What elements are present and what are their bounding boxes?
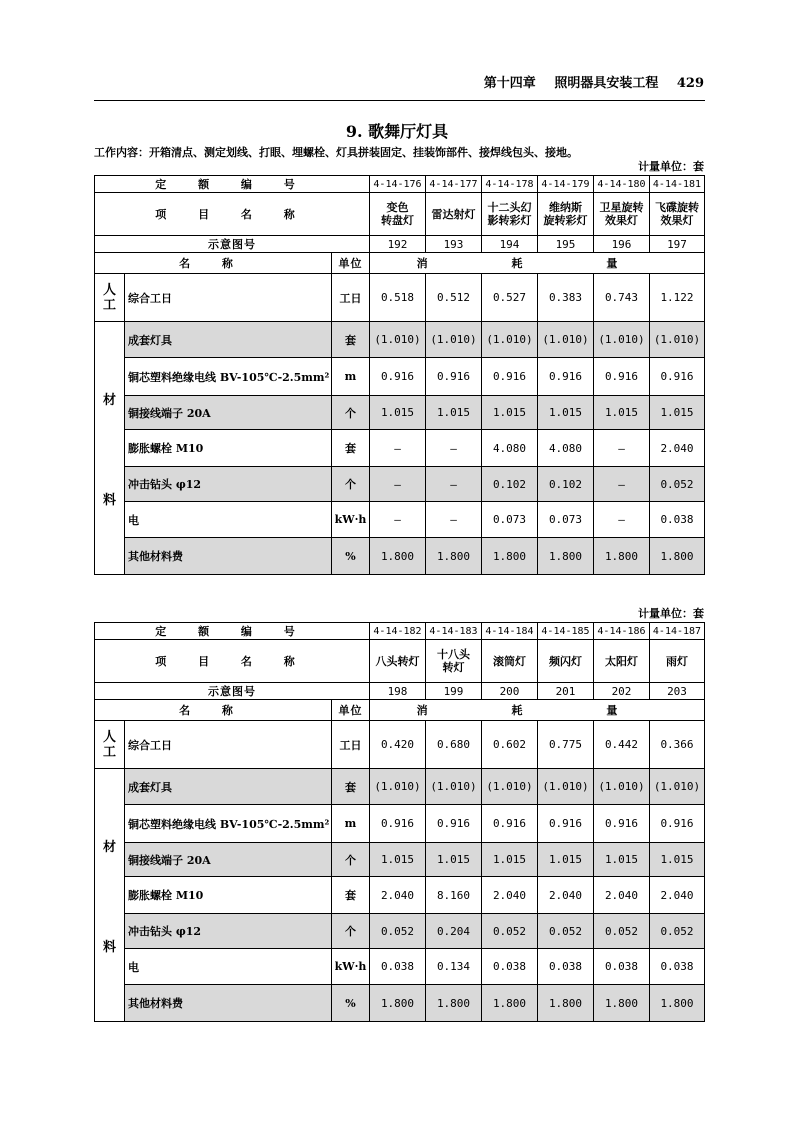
material-row (95, 769, 705, 805)
material-value-cell: (1.010) (370, 769, 426, 805)
material-value-cell: 1.015 (426, 843, 482, 877)
material-value-cell: (1.010) (538, 769, 594, 805)
item-name-line: 十二头幻 (487, 201, 532, 214)
labor-row (95, 721, 705, 769)
item-name-cell (538, 640, 594, 683)
labor-item-name: 综合工日 (125, 721, 332, 769)
material-value-cell: 1.015 (538, 396, 594, 430)
material-value-cell: 0.102 (482, 467, 538, 502)
item-name-line: 飞碟旋转 (655, 201, 699, 214)
material-row (95, 396, 705, 430)
diagram-no-cell: 195 (538, 236, 594, 253)
material-value-cell: 0.916 (538, 358, 594, 396)
labor-value-cell: 0.602 (482, 721, 538, 769)
labor-category-text: 人工 (102, 729, 116, 760)
material-row (95, 949, 705, 985)
labor-category (95, 274, 125, 322)
item-name-line: 转灯 (442, 661, 465, 674)
material-value-cell: 1.015 (650, 396, 705, 430)
unit-label-1: 计量单位：套 (638, 160, 704, 173)
material-value-cell: — (426, 430, 482, 467)
material-item-name: 成套灯具 (125, 322, 332, 358)
material-value-cell: 1.800 (538, 538, 594, 575)
material-value-cell: 0.134 (426, 949, 482, 985)
material-value-cell: 4.080 (482, 430, 538, 467)
unit-header: 单位 (332, 253, 370, 274)
quota-code-cell: 4-14-185 (538, 623, 594, 640)
item-name-line: 频闪灯 (549, 654, 582, 668)
labor-value-cell: 0.512 (426, 274, 482, 322)
labor-value-cell: 0.366 (650, 721, 705, 769)
item-name-cell (594, 193, 650, 236)
labor-item-name: 综合工日 (125, 274, 332, 322)
diagram-no-cell: 193 (426, 236, 482, 253)
material-value-cell: 0.052 (650, 914, 705, 949)
material-value-cell: 0.038 (538, 949, 594, 985)
labor-value-cell: 0.775 (538, 721, 594, 769)
material-unit: 套 (332, 877, 370, 914)
material-value-cell: (1.010) (594, 322, 650, 358)
material-item-name: 成套灯具 (125, 769, 332, 805)
material-unit: 个 (332, 396, 370, 430)
material-unit: 个 (332, 467, 370, 502)
labor-value-cell: 0.518 (370, 274, 426, 322)
diagram-no-cell: 197 (650, 236, 705, 253)
material-value-cell: 0.916 (482, 358, 538, 396)
item-name-line: 太阳灯 (605, 654, 638, 668)
diagram-no-cell: 194 (482, 236, 538, 253)
material-value-cell: 0.038 (650, 949, 705, 985)
labor-category-text: 人工 (102, 282, 116, 313)
material-category-text-1: 材 (102, 392, 116, 408)
name-header: 名 称 (95, 253, 332, 274)
item-name-cell (482, 640, 538, 683)
material-item-name: 其他材料费 (125, 538, 332, 575)
material-value-cell: 1.800 (426, 538, 482, 575)
material-row (95, 358, 705, 396)
material-value-cell: 0.916 (650, 358, 705, 396)
diagram-row (95, 236, 705, 253)
quota-table-1 (94, 175, 705, 575)
material-value-cell: 0.916 (650, 805, 705, 843)
material-unit: kW·h (332, 949, 370, 985)
diagram-no-cell: 202 (594, 683, 650, 700)
item-name-line: 转盘灯 (381, 214, 414, 227)
labor-row (95, 274, 705, 322)
material-value-cell: 1.800 (482, 538, 538, 575)
material-value-cell: — (370, 502, 426, 538)
material-value-cell: (1.010) (426, 322, 482, 358)
material-value-cell: (1.010) (426, 769, 482, 805)
material-item-name: 铜接线端子 20A (125, 396, 332, 430)
material-value-cell: — (594, 430, 650, 467)
material-item-name: 电 (125, 502, 332, 538)
labor-value-cell: 1.122 (650, 274, 705, 322)
item-name-row (95, 193, 705, 236)
material-row (95, 430, 705, 467)
material-value-cell: 0.916 (538, 805, 594, 843)
item-name-cell (538, 193, 594, 236)
item-name-line: 效果灯 (605, 214, 638, 227)
material-row (95, 914, 705, 949)
material-value-cell: 0.038 (650, 502, 705, 538)
material-value-cell: 0.916 (370, 805, 426, 843)
material-item-name: 电 (125, 949, 332, 985)
item-name-cell (594, 640, 650, 683)
material-value-cell: 0.052 (370, 914, 426, 949)
material-value-cell: 0.052 (538, 914, 594, 949)
page-number: 429 (676, 76, 704, 91)
page-header (94, 72, 704, 91)
diagram-no-cell: 201 (538, 683, 594, 700)
material-value-cell: 1.015 (594, 843, 650, 877)
material-value-cell: 1.800 (594, 538, 650, 575)
material-item-name: 铜芯塑料绝缘电线 BV-105℃-2.5mm² (125, 805, 332, 843)
quota-code-cell: 4-14-177 (426, 176, 482, 193)
labor-value-cell: 0.442 (594, 721, 650, 769)
material-value-cell: — (426, 467, 482, 502)
material-value-cell: 0.038 (370, 949, 426, 985)
item-name-label: 项 目 名 称 (95, 193, 370, 236)
item-name-cell (650, 640, 705, 683)
material-unit: m (332, 805, 370, 843)
material-value-cell: 2.040 (370, 877, 426, 914)
material-value-cell: 0.916 (426, 805, 482, 843)
material-row (95, 322, 705, 358)
material-row (95, 843, 705, 877)
labor-value-cell: 0.527 (482, 274, 538, 322)
diagram-no-cell: 199 (426, 683, 482, 700)
material-value-cell: 1.800 (650, 985, 705, 1022)
quota-code-cell: 4-14-187 (650, 623, 705, 640)
material-unit: 个 (332, 914, 370, 949)
name-header: 名 称 (95, 700, 332, 721)
material-value-cell: 2.040 (650, 430, 705, 467)
labor-value-cell: 0.383 (538, 274, 594, 322)
consumption-header: 消 耗 量 (370, 253, 705, 274)
chapter-title: 照明器具安装工程 (554, 76, 659, 91)
material-row (95, 502, 705, 538)
item-name-line: 效果灯 (660, 214, 694, 227)
material-value-cell: 0.038 (482, 949, 538, 985)
section-title: 9. 歌舞厅灯具 (345, 122, 449, 141)
quota-code-cell: 4-14-178 (482, 176, 538, 193)
quota-code-cell: 4-14-181 (650, 176, 705, 193)
quota-table-2 (94, 622, 705, 1022)
material-item-name: 膨胀螺栓 M10 (125, 877, 332, 914)
material-value-cell: (1.010) (650, 769, 705, 805)
material-value-cell: 1.015 (370, 843, 426, 877)
material-row (95, 467, 705, 502)
material-value-cell: 1.800 (370, 985, 426, 1022)
material-row (95, 877, 705, 914)
header-rule (94, 100, 705, 101)
quota-code-row (95, 623, 705, 640)
material-value-cell: 1.800 (538, 985, 594, 1022)
item-name-line: 影转彩灯 (487, 214, 532, 227)
material-value-cell: 1.800 (482, 985, 538, 1022)
material-unit: kW·h (332, 502, 370, 538)
material-value-cell: 4.080 (538, 430, 594, 467)
diagram-no-cell: 200 (482, 683, 538, 700)
item-name-line: 十八头 (437, 648, 470, 661)
material-value-cell: 1.015 (538, 843, 594, 877)
labor-value-cell: 0.743 (594, 274, 650, 322)
material-category-text-1: 材 (102, 839, 116, 855)
labor-value-cell: 0.680 (426, 721, 482, 769)
material-unit: 套 (332, 322, 370, 358)
material-value-cell: 2.040 (482, 877, 538, 914)
material-value-cell: 0.052 (482, 914, 538, 949)
material-value-cell: 8.160 (426, 877, 482, 914)
material-item-name: 冲击钻头 φ12 (125, 467, 332, 502)
material-unit: 个 (332, 843, 370, 877)
work-content: 工作内容：开箱清点、测定划线、打眼、埋螺栓、灯具拼装固定、挂装饰部件、接焊线包头、接地。 (94, 146, 578, 159)
material-value-cell: 0.916 (370, 358, 426, 396)
material-value-cell: — (426, 502, 482, 538)
quota-code-cell: 4-14-186 (594, 623, 650, 640)
material-value-cell: 1.015 (482, 843, 538, 877)
material-value-cell: 1.015 (370, 396, 426, 430)
material-item-name: 膨胀螺栓 M10 (125, 430, 332, 467)
diagram-no-cell: 203 (650, 683, 705, 700)
unit-header: 单位 (332, 700, 370, 721)
material-row (95, 805, 705, 843)
material-unit: 套 (332, 430, 370, 467)
unit-label-2: 计量单位：套 (638, 607, 704, 620)
consumption-header: 消 耗 量 (370, 700, 705, 721)
labor-category (95, 721, 125, 769)
column-header-row (95, 253, 705, 274)
material-category (95, 322, 125, 575)
material-value-cell: 1.800 (650, 538, 705, 575)
material-value-cell: (1.010) (594, 769, 650, 805)
item-name-label: 项 目 名 称 (95, 640, 370, 683)
material-value-cell: 2.040 (538, 877, 594, 914)
material-category-text-2: 料 (102, 939, 116, 955)
item-name-line: 卫星旋转 (599, 201, 644, 214)
quota-code-cell: 4-14-182 (370, 623, 426, 640)
labor-unit: 工日 (332, 721, 370, 769)
material-value-cell: (1.010) (538, 322, 594, 358)
quota-code-cell: 4-14-184 (482, 623, 538, 640)
column-header-row (95, 700, 705, 721)
quota-code-row (95, 176, 705, 193)
material-item-name: 其他材料费 (125, 985, 332, 1022)
material-unit: % (332, 538, 370, 575)
diagram-no-cell: 192 (370, 236, 426, 253)
diagram-no-cell: 196 (594, 236, 650, 253)
material-value-cell: 1.015 (650, 843, 705, 877)
material-value-cell: 0.052 (650, 467, 705, 502)
quota-code-cell: 4-14-183 (426, 623, 482, 640)
item-name-line: 雷达射灯 (431, 207, 476, 221)
quota-code-cell: 4-14-176 (370, 176, 426, 193)
material-value-cell: 0.916 (594, 805, 650, 843)
material-category-text-2: 料 (102, 492, 116, 508)
item-name-cell (426, 640, 482, 683)
material-value-cell: (1.010) (482, 769, 538, 805)
material-value-cell: — (370, 430, 426, 467)
item-name-cell (370, 193, 426, 236)
material-value-cell: — (594, 502, 650, 538)
material-row (95, 985, 705, 1022)
item-name-cell (482, 193, 538, 236)
material-value-cell: 0.204 (426, 914, 482, 949)
labor-value-cell: 0.420 (370, 721, 426, 769)
quota-code-cell: 4-14-180 (594, 176, 650, 193)
diagram-row (95, 683, 705, 700)
material-item-name: 冲击钻头 φ12 (125, 914, 332, 949)
item-name-cell (650, 193, 705, 236)
material-row (95, 538, 705, 575)
item-name-line: 滚筒灯 (493, 654, 526, 668)
item-name-row (95, 640, 705, 683)
material-value-cell: 2.040 (650, 877, 705, 914)
material-unit: % (332, 985, 370, 1022)
material-value-cell: 0.102 (538, 467, 594, 502)
material-item-name: 铜接线端子 20A (125, 843, 332, 877)
material-unit: 套 (332, 769, 370, 805)
material-value-cell: 0.916 (482, 805, 538, 843)
material-value-cell: 1.800 (594, 985, 650, 1022)
material-value-cell: 1.015 (482, 396, 538, 430)
material-item-name: 铜芯塑料绝缘电线 BV-105℃-2.5mm² (125, 358, 332, 396)
material-value-cell: 0.038 (594, 949, 650, 985)
material-value-cell: (1.010) (482, 322, 538, 358)
diagram-no-label: 示意图号 (95, 683, 370, 700)
quota-code-cell: 4-14-179 (538, 176, 594, 193)
item-name-cell (426, 193, 482, 236)
item-name-line: 雨灯 (666, 654, 688, 668)
diagram-no-cell: 198 (370, 683, 426, 700)
material-category (95, 769, 125, 1022)
material-value-cell: — (370, 467, 426, 502)
quota-no-label: 定 额 编 号 (95, 176, 370, 193)
item-name-line: 维纳斯 (549, 201, 582, 214)
material-value-cell: 0.916 (426, 358, 482, 396)
diagram-no-label: 示意图号 (95, 236, 370, 253)
chapter-label: 第十四章 (483, 76, 536, 91)
material-value-cell: 1.800 (370, 538, 426, 575)
material-value-cell: 1.015 (594, 396, 650, 430)
material-value-cell: 1.800 (426, 985, 482, 1022)
material-value-cell: (1.010) (370, 322, 426, 358)
item-name-line: 变色 (386, 201, 409, 214)
material-value-cell: — (594, 467, 650, 502)
material-value-cell: (1.010) (650, 322, 705, 358)
material-value-cell: 0.073 (538, 502, 594, 538)
labor-unit: 工日 (332, 274, 370, 322)
quota-no-label: 定 额 编 号 (95, 623, 370, 640)
item-name-line: 旋转彩灯 (543, 214, 588, 227)
material-value-cell: 0.916 (594, 358, 650, 396)
item-name-line: 八头转灯 (375, 654, 420, 668)
item-name-cell (370, 640, 426, 683)
material-value-cell: 1.015 (426, 396, 482, 430)
material-unit: m (332, 358, 370, 396)
material-value-cell: 0.052 (594, 914, 650, 949)
material-value-cell: 0.073 (482, 502, 538, 538)
material-value-cell: 2.040 (594, 877, 650, 914)
